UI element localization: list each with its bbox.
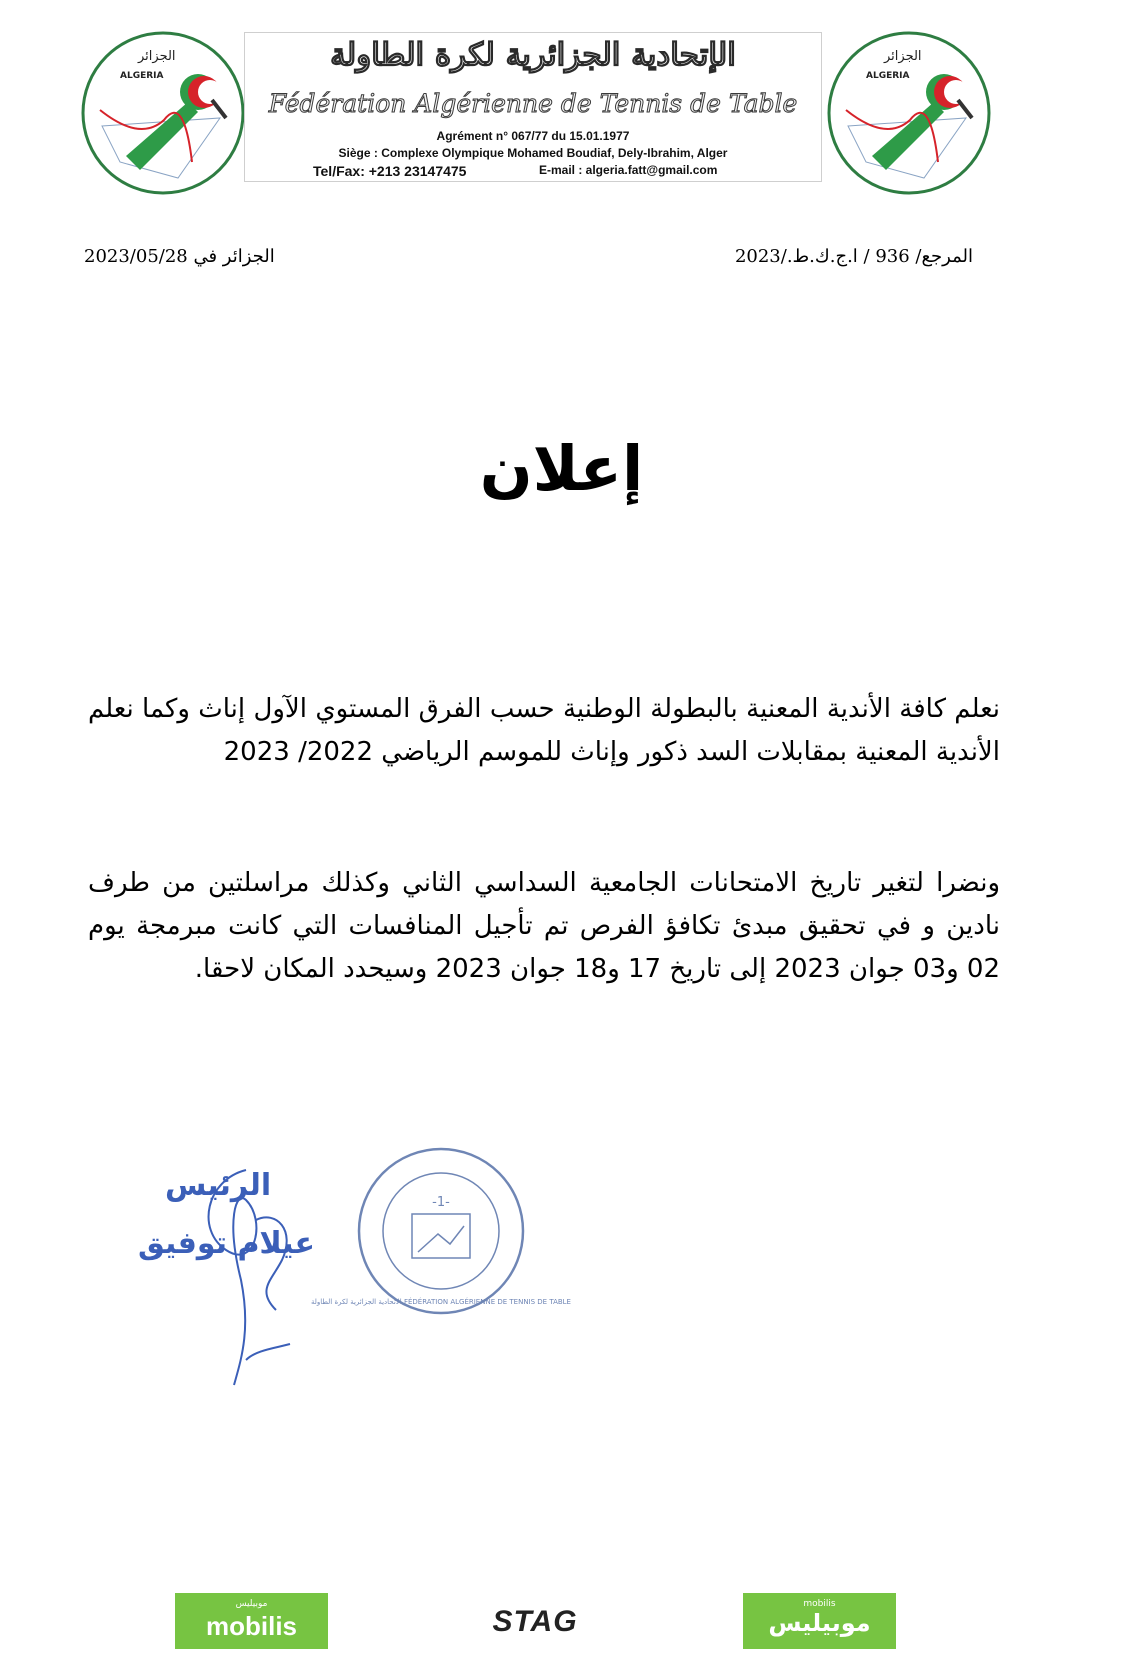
svg-text:ALGERIA: ALGERIA bbox=[120, 71, 164, 81]
svg-text:الجزائر: الجزائر bbox=[138, 49, 176, 64]
sponsor-mobilis-logo-right bbox=[743, 1593, 896, 1649]
headquarters-address: Siège : Complexe Olympique Mohamed Boudiaf, Dely-Ibrahim, Alger bbox=[338, 146, 728, 160]
sponsor-main-text: mobilis bbox=[205, 1611, 297, 1641]
announcement-paragraph-1: نعلم كافة الأندية المعنية بالبطولة الوطنية حسب الفرق المستوي الآول إناث وكما نعلم الأندية المعنية بمقابلات السد ذكور وإناث للموسم الرياضي 2022/ 2023 bbox=[88, 694, 1000, 767]
svg-text:ALGERIA: ALGERIA bbox=[866, 71, 910, 81]
email-address: E-mail : algeria.fatt@gmail.com bbox=[539, 163, 718, 177]
sponsor-stag-logo bbox=[480, 1593, 590, 1649]
svg-text:-1-: -1- bbox=[432, 1195, 450, 1210]
document-date: الجزائر في 2023/05/28 bbox=[84, 246, 275, 267]
agrement-number: Agrément n° 067/77 du 15.01.1977 bbox=[436, 129, 630, 143]
handwritten-signature bbox=[186, 1160, 316, 1390]
announcement-paragraph-2: ونضرا لتغير تاريخ الامتحانات الجامعية السداسي الثاني وكذلك مراسلتين من طرف نادين و في تحقيق مبدئ تكافؤ الفرص تم تأجيل المنافسات التي كانت مبرمجة يوم 02 و03 جوان 2023 إلى تاريخ 17 و18 جوان 2023 وسيحدد المكان لاحقا. bbox=[88, 868, 1000, 984]
reference-number: المرجع/ 936 / ا.ج.ك.ط./2023 bbox=[734, 246, 973, 267]
svg-text:الاتحادية الجزائرية لكرة الطاو: الاتحادية الجزائرية لكرة الطاولة FÉDÉRATION ALGÉRIENNE DE TENNIS DE TABLE bbox=[311, 1298, 571, 1306]
sponsor-main-text: موبيليس bbox=[768, 1609, 871, 1637]
announcement-title: إعلان bbox=[479, 432, 644, 505]
federation-french-name: Fédération Algérienne de Tennis de Table bbox=[268, 89, 798, 118]
tel-fax: Tel/Fax: +213 23147475 bbox=[313, 163, 467, 179]
federation-letterhead bbox=[244, 32, 822, 182]
sponsor-small-text: mobilis bbox=[803, 1599, 836, 1609]
federation-arabic-name: الإتحادية الجزائرية لكرة الطاولة bbox=[330, 37, 736, 73]
sponsor-small-text: موبيليس bbox=[235, 1599, 268, 1609]
signatory-name: عيلام توفيق bbox=[138, 1226, 315, 1261]
federation-logo-right bbox=[826, 30, 992, 196]
sponsor-mobilis-logo-left bbox=[175, 1593, 328, 1649]
federation-logo-left bbox=[80, 30, 246, 196]
svg-text:الجزائر: الجزائر bbox=[884, 49, 922, 64]
signatory-title: الرئيس bbox=[165, 1168, 272, 1203]
sponsor-stag-text: STAG bbox=[492, 1605, 578, 1638]
official-stamp bbox=[311, 1144, 571, 1318]
